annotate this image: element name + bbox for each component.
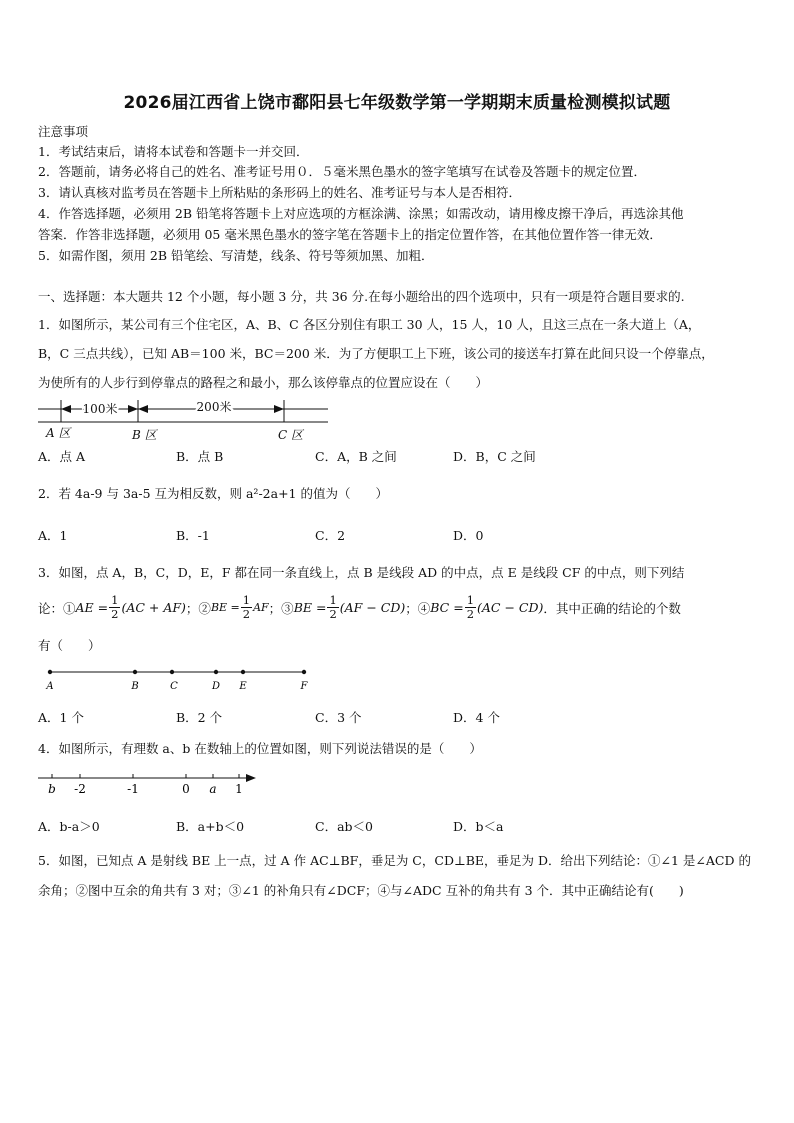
q3-point-d: D [211, 681, 221, 692]
q4-label-neg2: -2 [74, 782, 86, 796]
q3-point-b: B [131, 681, 139, 692]
q4-label-b: b [48, 782, 56, 796]
q1-figure [38, 394, 338, 444]
q5-text: 5．如图，已知点 A 是射线 BE 上一点，过 A 作 AC⊥BF，垂足为 C，CD⊥BE，垂足为 D．给出下列结论：①∠1 是∠ACD 的余角；②图中互余的角共有 3 对；③∠1 的补角只有∠DCF；④与∠ADC 互补的角共有 3 个．其中正确结论有( ) [38, 853, 751, 898]
q4-label-a: a [209, 782, 217, 796]
q3-text: 3．如图，点 A，B，C，D，E，F 都在同一条直线上，点 B 是线段 AD 的中点，点 E 是线段 CF 的中点，则下列结 [38, 565, 685, 580]
q2-option-a[interactable]: A．1 [38, 528, 68, 543]
q4-label-neg1: -1 [127, 782, 139, 796]
q1-option-b[interactable]: B．点 B [176, 449, 224, 464]
q4-text: 4．如图所示，有理数 a、b 在数轴上的位置如图，则下列说法错误的是（ ） [38, 741, 482, 756]
q1-label-b: B 区 [132, 428, 157, 442]
q4-option-d[interactable]: D．b＜a [453, 819, 504, 834]
q3-point-c: C [170, 681, 178, 692]
notice-item: 5．如需作图，须用 2B 铅笔绘、写清楚，线条、符号等须加黑、加粗． [38, 248, 434, 263]
q1-text: 1．如图所示，某公司有三个住宅区，A、B、C 各区分别住有职工 30 人，15 人，10 人，且这三点在一条大道上（A， [38, 317, 701, 332]
q3-option-c[interactable]: C．3 个 [315, 710, 362, 725]
q4-option-c[interactable]: C．ab＜0 [315, 819, 373, 834]
fraction: $\frac{1}{2}$ [466, 593, 475, 621]
q4-number-line [38, 768, 268, 800]
q4-option-b[interactable]: B．a+b＜0 [176, 819, 245, 834]
q3-conclusions: 论：① AE = $\frac{1}{2}$ (AC + AF) ；② BE = $\frac{1}{2}$ AF ；③ BE = $\frac{1}{2}$ (AF − CD) ；④ BC = $\frac{1}{2}$ (AC − CD) ．其中正确的结论的个数 [38, 593, 681, 621]
q1-dist-ab: 100米 [82, 402, 118, 416]
q1-dist-bc: 200米 [196, 400, 232, 414]
page-title: 2026届江西省上饶市鄱阳县七年级数学第一学期期末质量检测模拟试题 [123, 93, 671, 113]
fraction: $\frac{1}{2}$ [111, 593, 119, 621]
q3-option-a[interactable]: A．1 个 [38, 710, 84, 725]
q3-option-d[interactable]: D．4 个 [453, 710, 500, 725]
notice-item: 4．作答选择题，必须用 2B 铅笔将答题卡上对应选项的方框涂满、涂黑；如需改动，请用橡皮擦干净后，再选涂其他 [38, 206, 684, 221]
q2-option-b[interactable]: B．-1 [176, 528, 210, 543]
notice-item: 答案．作答非选择题，必须用 05 毫米黑色墨水的签字笔在答题卡上的指定位置作答，在其他位置作答一律无效． [38, 227, 662, 242]
q3-option-b[interactable]: B．2 个 [176, 710, 223, 725]
q3-text: 有（ ） [38, 638, 101, 653]
notice-item: 3．请认真核对监考员在答题卡上所粘贴的条形码上的姓名、准考证号与本人是否相符． [38, 185, 521, 200]
q2-option-c[interactable]: C．2 [315, 528, 346, 543]
q4-label-1: 1 [235, 782, 243, 796]
q3-point-f: F [300, 681, 308, 692]
q3-point-a: A [46, 681, 54, 692]
fraction: $\frac{1}{2}$ [329, 593, 337, 621]
q4-label-0: 0 [182, 782, 190, 796]
q2-text: 2．若 4a-9 与 3a-5 互为相反数，则 a²-2a+1 的值为（ ） [38, 486, 388, 501]
notice-item: 1．考试结束后，请将本试卷和答题卡一并交回． [38, 144, 309, 159]
q1-option-a[interactable]: A．点 A [38, 449, 86, 464]
q1-text: B，C 三点共线），已知 AB＝100 米，BC＝200 米．为了方便职工上下班，该公司的接送车打算在此间只设一个停靠点， [38, 346, 714, 361]
q1-label-c: C 区 [278, 428, 303, 442]
fraction: $\frac{1}{2}$ [242, 593, 251, 621]
section-heading: 一、选择题：本大题共 12 个小题，每小题 3 分，共 36 分.在每小题给出的四个选项中，只有一项是符合题目要求的. [38, 289, 685, 304]
q3-point-e: E [239, 681, 247, 692]
q2-option-d[interactable]: D．0 [453, 528, 484, 543]
q4-option-a[interactable]: A．b-a＞0 [38, 819, 100, 834]
q1-option-d[interactable]: D．B，C 之间 [453, 449, 536, 464]
q3-figure [40, 664, 320, 696]
q1-text: 为使所有的人步行到停靠点的路程之和最小，那么该停靠点的位置应设在（ ） [38, 375, 489, 390]
q1-label-a: A 区 [46, 426, 71, 440]
notice-heading: 注意事项 [38, 124, 89, 139]
q1-option-c[interactable]: C．A，B 之间 [315, 449, 397, 464]
notice-item: 2．答题前，请务必将自己的姓名、准考证号用０．５毫米黑色墨水的签字笔填写在试卷及答题卡的规定位置． [38, 164, 646, 179]
